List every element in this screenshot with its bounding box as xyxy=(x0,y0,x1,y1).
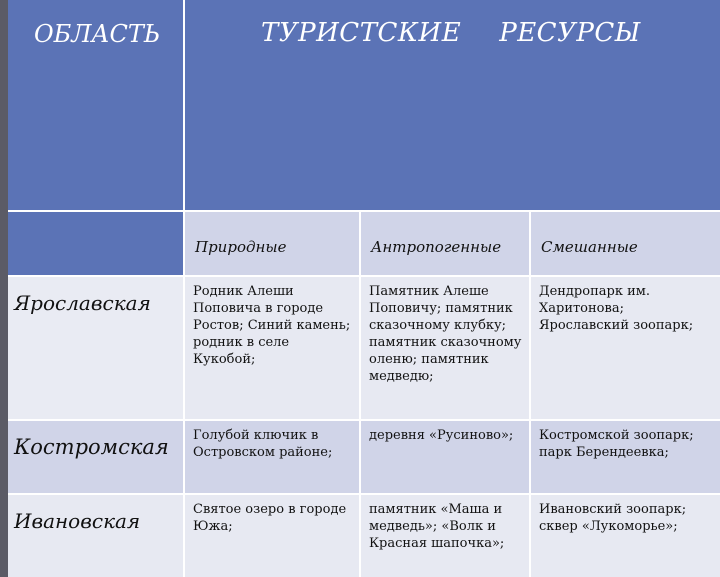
header-area-label: ОБЛАСТЬ xyxy=(34,20,161,48)
table-row xyxy=(8,494,720,577)
header-area xyxy=(8,0,184,211)
natural-cell: Родник Алеши Поповича в городе Ростов; Синий камень; родник в селе Кукобой; xyxy=(184,276,360,420)
mixed-cell: Ивановский зоопарк; сквер «Лукоморье»; xyxy=(530,494,720,577)
header-resources-word1: ТУРИСТСКИЕ xyxy=(261,18,462,48)
tourism-resources-table xyxy=(8,0,720,577)
area-cell: Ярославская xyxy=(8,276,184,420)
subheader-anthropogenic: Антропогенные xyxy=(360,211,530,276)
anthropogenic-cell: деревня «Русиново»; xyxy=(360,420,530,494)
subheader-mixed: Смешанные xyxy=(530,211,720,276)
table-row xyxy=(8,276,720,420)
anthropogenic-cell: памятник «Маша и медведь»; «Волк и Красная шапочка»; xyxy=(360,494,530,577)
header-resources xyxy=(184,0,720,211)
subheader-row xyxy=(8,211,720,276)
header-resources-word2: РЕСУРСЫ xyxy=(499,18,641,48)
table-header-row xyxy=(8,0,720,211)
natural-cell: Голубой ключик в Островском районе; xyxy=(184,420,360,494)
subheader-natural: Природные xyxy=(184,211,360,276)
mixed-cell: Костромской зоопарк; парк Берендеевка; xyxy=(530,420,720,494)
area-cell: Ивановская xyxy=(8,494,184,577)
subheader-area-spacer xyxy=(8,211,184,276)
area-cell: Костромская xyxy=(8,420,184,494)
mixed-cell: Дендропарк им. Харитонова; Ярославский зоопарк; xyxy=(530,276,720,420)
natural-cell: Святое озеро в городе Южа; xyxy=(184,494,360,577)
anthropogenic-cell: Памятник Алеше Поповичу; памятник сказочному клубку; памятник сказочному оленю; памятник медведю; xyxy=(360,276,530,420)
table-row xyxy=(8,420,720,494)
